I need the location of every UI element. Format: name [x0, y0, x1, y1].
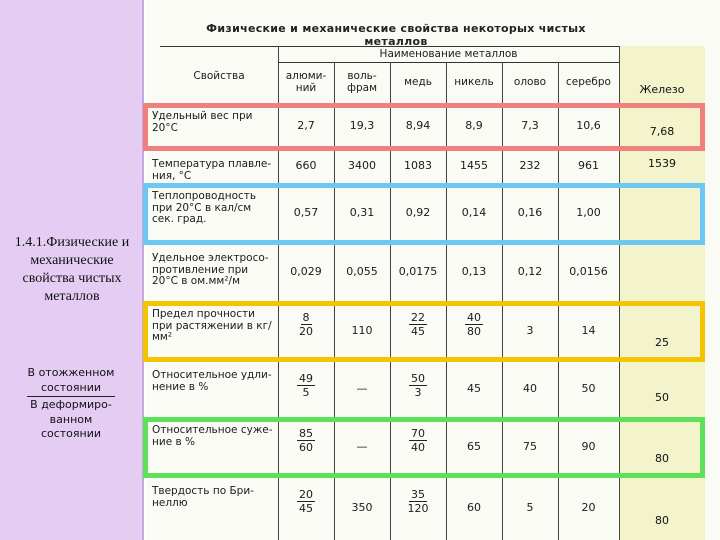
value-cell: 961 — [578, 159, 599, 172]
iron-value: 80 — [655, 514, 669, 527]
metal-header-2: воль- фрам — [347, 70, 377, 94]
legend-annealed-line-2: состоянии — [40, 380, 102, 394]
value-cell: 65 — [467, 440, 481, 453]
property-label-3: Теплопроводность при 20°С в кал/см сек. град. — [152, 190, 257, 225]
state-legend — [6, 366, 136, 442]
value-cell: 0,0156 — [569, 265, 608, 278]
property-label-6: Относительное удли-нение в % — [152, 369, 272, 393]
value-cell — [278, 488, 334, 515]
property-label-7: Относительное суже-ние в % — [152, 424, 273, 448]
iron-value: 80 — [655, 452, 669, 465]
property-label-2: Температура плавле-ния, °С — [152, 158, 272, 182]
iron-value: 50 — [655, 391, 669, 404]
value-cell: 1083 — [404, 159, 432, 172]
legend-deformed-line-2: ванном — [49, 412, 93, 426]
value-cell: — — [356, 440, 368, 453]
sidebar-panel — [0, 0, 144, 540]
value-cell: 19,3 — [349, 119, 375, 132]
group-header-label: Наименование металлов — [379, 48, 518, 60]
highlight-reduction-of-area-row — [143, 417, 705, 478]
property-column-header: Свойства — [193, 70, 245, 82]
value-cell: 110 — [351, 324, 373, 337]
metal-header-7: Железо — [639, 83, 685, 96]
value-cell: 5 — [526, 501, 534, 514]
value-cell: 0,12 — [517, 265, 543, 278]
value-cell: 2,7 — [297, 119, 315, 132]
property-label-5: Предел прочности при растяжении в кг/мм² — [152, 308, 272, 343]
table-heading: Физические и механические свойства некоторых чистых металлов — [206, 22, 586, 48]
value-cell — [278, 372, 334, 399]
value-cell: 7,3 — [521, 119, 539, 132]
value-cell: 1455 — [460, 159, 488, 172]
value-cell: 0,13 — [461, 265, 487, 278]
value-cell: 75 — [523, 440, 537, 453]
value-cell: 50 — [581, 382, 596, 395]
iron-value: 7,68 — [649, 125, 675, 138]
metal-header-4: никель — [454, 76, 494, 88]
value-cell: 20 — [581, 501, 596, 514]
fraction-value: $\frac{40}{80}$ — [467, 311, 481, 338]
legend-deformed-line-3: состоянии — [40, 427, 102, 440]
value-cell: 45 — [467, 382, 481, 395]
legend-annealed-line-1: В отожженном — [27, 366, 115, 379]
value-cell: 3400 — [348, 159, 376, 172]
value-cell: 14 — [581, 324, 596, 337]
section-title: 1.4.1.Физические и механические свойства чистых металлов — [14, 235, 130, 304]
iron-value: 1539 — [648, 157, 676, 170]
fraction-value: $\frac{35}{120}$ — [407, 488, 429, 515]
legend-deformed-line-1: В деформиро- — [30, 398, 112, 411]
value-cell: 0,0175 — [398, 265, 438, 278]
value-cell: 3 — [526, 324, 534, 337]
property-label-4: Удельное электросо-противление при 20°С в ом.мм²/м — [152, 252, 269, 287]
fraction-value: $\frac{70}{40}$ — [411, 427, 425, 454]
value-cell: 350 — [351, 501, 373, 514]
value-cell: 90 — [581, 440, 596, 453]
property-label-1: Удельный вес при 20°С — [152, 110, 253, 134]
fraction-value: $\frac{22}{45}$ — [411, 311, 425, 338]
value-cell: 660 — [295, 159, 317, 172]
fraction-value: $\frac{20}{45}$ — [299, 488, 313, 515]
group-header-rule — [278, 62, 619, 63]
legend-divider — [27, 396, 115, 397]
value-cell: 1,00 — [576, 206, 601, 219]
table-top-rule — [160, 46, 619, 47]
value-cell: — — [356, 382, 368, 395]
iron-value: 25 — [655, 336, 669, 349]
highlight-tensile-strength-row — [143, 301, 705, 362]
metal-header-1: алюми- ний — [285, 70, 327, 94]
metal-header-5: олово — [513, 76, 547, 88]
value-cell: 40 — [523, 382, 537, 395]
value-cell: 8,94 — [405, 119, 431, 132]
value-cell: 0,31 — [349, 206, 375, 219]
fraction-value: $\frac{85}{60}$ — [299, 427, 313, 454]
metal-header-6: серебро — [566, 76, 611, 88]
value-cell: 0,57 — [293, 206, 319, 219]
property-label-8: Твердость по Бри-неллю — [152, 485, 254, 509]
value-cell: 232 — [519, 159, 541, 172]
value-cell: 8,9 — [465, 119, 483, 132]
value-cell: 0,16 — [517, 206, 543, 219]
value-cell: 60 — [467, 501, 481, 514]
fraction-value: $\frac{8}{20}$ — [299, 311, 313, 338]
metal-header-3: медь — [404, 76, 432, 88]
value-cell — [390, 372, 446, 399]
fraction-value: $\frac{50}{3}$ — [411, 372, 425, 399]
value-cell: 10,6 — [576, 119, 601, 132]
value-cell: 0,055 — [346, 265, 378, 278]
fraction-value: $\frac{49}{5}$ — [299, 372, 313, 399]
value-cell: 0,029 — [290, 265, 322, 278]
highlight-thermal-conductivity-row — [143, 183, 705, 245]
highlight-specific-weight-row — [143, 103, 705, 151]
value-cell — [390, 488, 446, 515]
value-cell: 0,14 — [461, 206, 487, 219]
value-cell: 0,92 — [405, 206, 431, 219]
